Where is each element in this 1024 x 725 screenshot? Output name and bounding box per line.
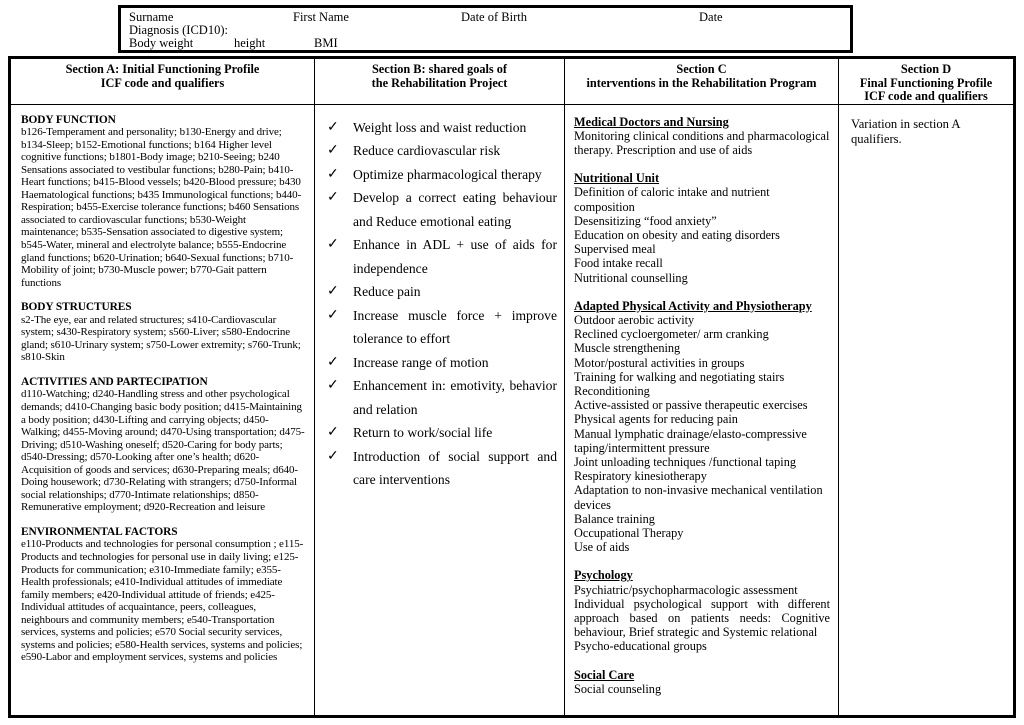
section-c-header-line1: Section C (676, 62, 727, 76)
goal-text: Reduce pain (353, 284, 421, 299)
section-b-cell (315, 105, 565, 716)
checkmark-icon: ✓ (327, 425, 339, 440)
section-c-header-line2: interventions in the Rehabilitation Program (586, 75, 817, 90)
patient-header-row-1 (121, 10, 850, 23)
intervention-item: Muscle strengthening (574, 341, 681, 356)
intervention-group-heading: Medical Doctors and Nursing (574, 114, 729, 129)
goal-text: Return to work/social life (353, 425, 493, 440)
intervention-item: Respiratory kinesiotherapy (574, 469, 707, 484)
checkmark-icon: ✓ (327, 448, 339, 464)
intervention-item: Psychiatric/psychopharmacologic assessment (574, 582, 798, 597)
intervention-item: Reclined cycloergometer/ arm cranking (574, 327, 769, 342)
intervention-item: Use of aids (574, 540, 630, 555)
bmi-label: BMI (314, 36, 338, 50)
checkmark-icon: ✓ (327, 119, 339, 135)
goal-item (324, 163, 557, 187)
goal-item (324, 280, 557, 304)
intervention-group (574, 668, 830, 696)
goal-text: Reduce cardiovascular risk (353, 143, 501, 158)
icf-rehabilitation-table (8, 56, 1016, 718)
patient-header-box (118, 5, 853, 53)
section-a-cell (11, 105, 315, 716)
section-a-header (11, 59, 315, 104)
intervention-group-heading: Social Care (574, 667, 635, 682)
intervention-item: Psycho-educational groups (574, 639, 707, 654)
intervention-item: Balance training (574, 511, 655, 526)
intervention-item: Manual lymphatic drainage/elasto-compressive taping/intermittent pressure (574, 426, 807, 455)
intervention-item: Joint unloading techniques /functional taping (574, 454, 796, 469)
goal-text: Enhance in ADL + use of aids for independence (353, 237, 557, 276)
intervention-group (574, 299, 830, 555)
diagnosis-label: Diagnosis (ICD10): (129, 23, 228, 37)
height-label: height (234, 36, 266, 50)
goal-item (324, 374, 557, 421)
section-d-header (839, 59, 1013, 104)
checkmark-icon: ✓ (327, 143, 339, 158)
icf-group (21, 301, 305, 364)
section-c-cell (565, 105, 839, 716)
checkmark-icon: ✓ (327, 354, 339, 370)
intervention-item: Outdoor aerobic activity (574, 312, 695, 327)
icf-group-text: s2-The eye, ear and related structures; s410-Cardiovascular system; s430-Respiratory system; s560-Liver; s580-Endocrine gland; s610-Urinary system; s750-Lower extremity; s760-Trunk; s810-Skin (21, 313, 301, 364)
intervention-group-heading: Nutritional Unit (574, 171, 660, 186)
intervention-item: Reconditioning (574, 383, 650, 398)
goal-text: Develop a correct eating behaviour and Reduce emotional eating (353, 190, 557, 229)
section-a-header-line2: ICF code and qualifiers (100, 75, 225, 90)
date-label: Date (699, 10, 723, 24)
icf-group-heading: ACTIVITIES AND PARTECIPATION (21, 375, 208, 388)
goal-list (324, 116, 557, 492)
goal-text: Weight loss and waist reduction (353, 119, 527, 135)
checkmark-icon: ✓ (327, 166, 339, 182)
intervention-group-heading: Adapted Physical Activity and Physiotherapy (574, 298, 812, 313)
intervention-item: Social counseling (574, 681, 662, 696)
section-b-header-line2: the Rehabilitation Project (371, 75, 508, 90)
section-d-cell (839, 105, 1013, 716)
intervention-item: Supervised meal (574, 242, 656, 257)
goal-item (324, 233, 557, 280)
intervention-group-heading: Psychology (574, 568, 633, 583)
checkmark-icon: ✓ (327, 307, 339, 323)
table-body-row (11, 105, 1013, 716)
patient-header-row-2 (121, 23, 850, 36)
section-d-header-line2: Final Functioning Profile (859, 75, 993, 90)
section-d-header-line3: ICF code and qualifiers (864, 89, 988, 103)
checkmark-icon: ✓ (327, 237, 339, 252)
body-weight-label: Body weight (129, 36, 194, 50)
section-c-header (565, 59, 839, 104)
goal-item (324, 139, 557, 163)
goal-text: Increase range of motion (353, 354, 489, 370)
checkmark-icon: ✓ (327, 190, 339, 205)
goal-text: Optimize pharmacological therapy (353, 166, 542, 182)
goal-item (324, 445, 557, 492)
intervention-item: Definition of caloric intake and nutrient composition (574, 185, 770, 214)
section-b-header-line1: Section B: shared goals of (371, 62, 508, 76)
icf-group-heading: BODY STRUCTURES (21, 301, 132, 314)
section-d-header-line1: Section D (900, 62, 952, 76)
checkmark-icon: ✓ (327, 378, 339, 393)
intervention-group (574, 115, 830, 158)
intervention-item: Nutritional counselling (574, 270, 688, 285)
goal-item (324, 421, 557, 445)
intervention-item: Desensitizing “food anxiety” (574, 213, 717, 228)
icf-group (21, 526, 305, 664)
icf-group-text: d110-Watching; d240-Handling stress and other psychological demands; d410-Changing basic body position; d415-Maintaining a body position; d430-Lifting and carrying objects; d450-Walking; d455-Moving around; d470-Using transportation; d475-Driving; d510-Washing oneself; d520-Caring for body parts; d540-Dressing; d570-Looking after one’s health; d620-Acquisition of goods and services; d630-Preparing meals; d640-Doing housework; d730-Relating with strangers; d750-Informal social relationships; d770-Intimate relationships; d850-Remunerative employment; d920-Recreation and leisure (21, 388, 305, 514)
intervention-item: Occupational Therapy (574, 525, 684, 540)
icf-group (21, 114, 305, 290)
intervention-item: Food intake recall (574, 256, 663, 271)
goal-text: Enhancement in: emotivity, behavior and relation (353, 378, 557, 417)
icf-group-text: e110-Products and technologies for personal consumption ; e115-Products and technologies for personal use in daily living; e125-Products for communication; e310-Immediate family; e355-Health professionals; e410-Individual attitudes of immediate family members; e420-Individual attitude of friends; e425-Individual attitudes of acquaintance, peers, colleagues, neighbours and community members; e540-Transportation services, systems and policies; e570 Social security services, systems and policies; e580-Health services, systems and policies; e590-Labor and employment services, systems and policies (21, 538, 304, 664)
icf-group-text: b126-Temperament and personality; b130-Energy and drive; b134-Sleep; b152-Emotional functions; b164 Higher level cognitive functions; b1801-Body image; b210-Seeing; b240 Sensations associated to vestibular functions; b280-Pain; b410-Heart functions; b415-Blood vessels; b420-Blood pressure; b430 Haematological functions; b435 Immunological functions; b440-Respiration; b455-Exercise tolerance functions; b460 Sensations associated to cardiovascular functions; b530-Weight maintenance; b535-Sensation associated to digestive system; b545-Water, mineral and electrolyte balance; b555-Endocrine gland functions; b620-Urination; b640-Sexual functions; b710-Mobility of joint; b730-Muscle power; b770-Gait pattern functions (21, 126, 302, 289)
section-a-header-line1: Section A: Initial Functioning Profile (65, 62, 260, 76)
intervention-group (574, 568, 830, 653)
section-d-text: Variation in section A qualifiers. (851, 116, 960, 146)
goal-item (324, 116, 557, 140)
intervention-item: Adaptation to non-invasive mechanical ventilation devices (574, 483, 823, 512)
icf-group-heading: BODY FUNCTION (21, 113, 116, 126)
intervention-item: Education on obesity and eating disorders (574, 227, 780, 242)
patient-header-row-3 (121, 36, 850, 49)
first-name-label: First Name (293, 10, 349, 24)
icf-group (21, 376, 305, 514)
goal-text: Introduction of social support and care interventions (353, 448, 557, 487)
dob-label: Date of Birth (461, 10, 527, 24)
intervention-item: Monitoring clinical conditions and pharmacological therapy. Prescription and use of aids (574, 128, 830, 157)
table-header-row (11, 59, 1013, 105)
goal-item (324, 304, 557, 351)
intervention-item: Motor/postural activities in groups (574, 355, 745, 370)
checkmark-icon: ✓ (327, 284, 339, 299)
section-b-header (315, 59, 565, 104)
icf-group-heading: ENVIRONMENTAL FACTORS (21, 525, 178, 538)
intervention-item: Physical agents for reducing pain (574, 412, 738, 427)
intervention-item: Active-assisted or passive therapeutic exercises (574, 398, 808, 413)
intervention-item: Individual psychological support with different approach based on patients needs: Cognitive behaviour, Brief strategic and Systemic relational (574, 596, 830, 640)
intervention-group (574, 171, 830, 285)
goal-item (324, 351, 557, 375)
surname-label: Surname (129, 10, 174, 24)
intervention-item: Training for walking and negotiating stairs (574, 369, 785, 384)
goal-text: Increase muscle force + improve tolerance to effort (353, 307, 557, 346)
goal-item (324, 186, 557, 233)
